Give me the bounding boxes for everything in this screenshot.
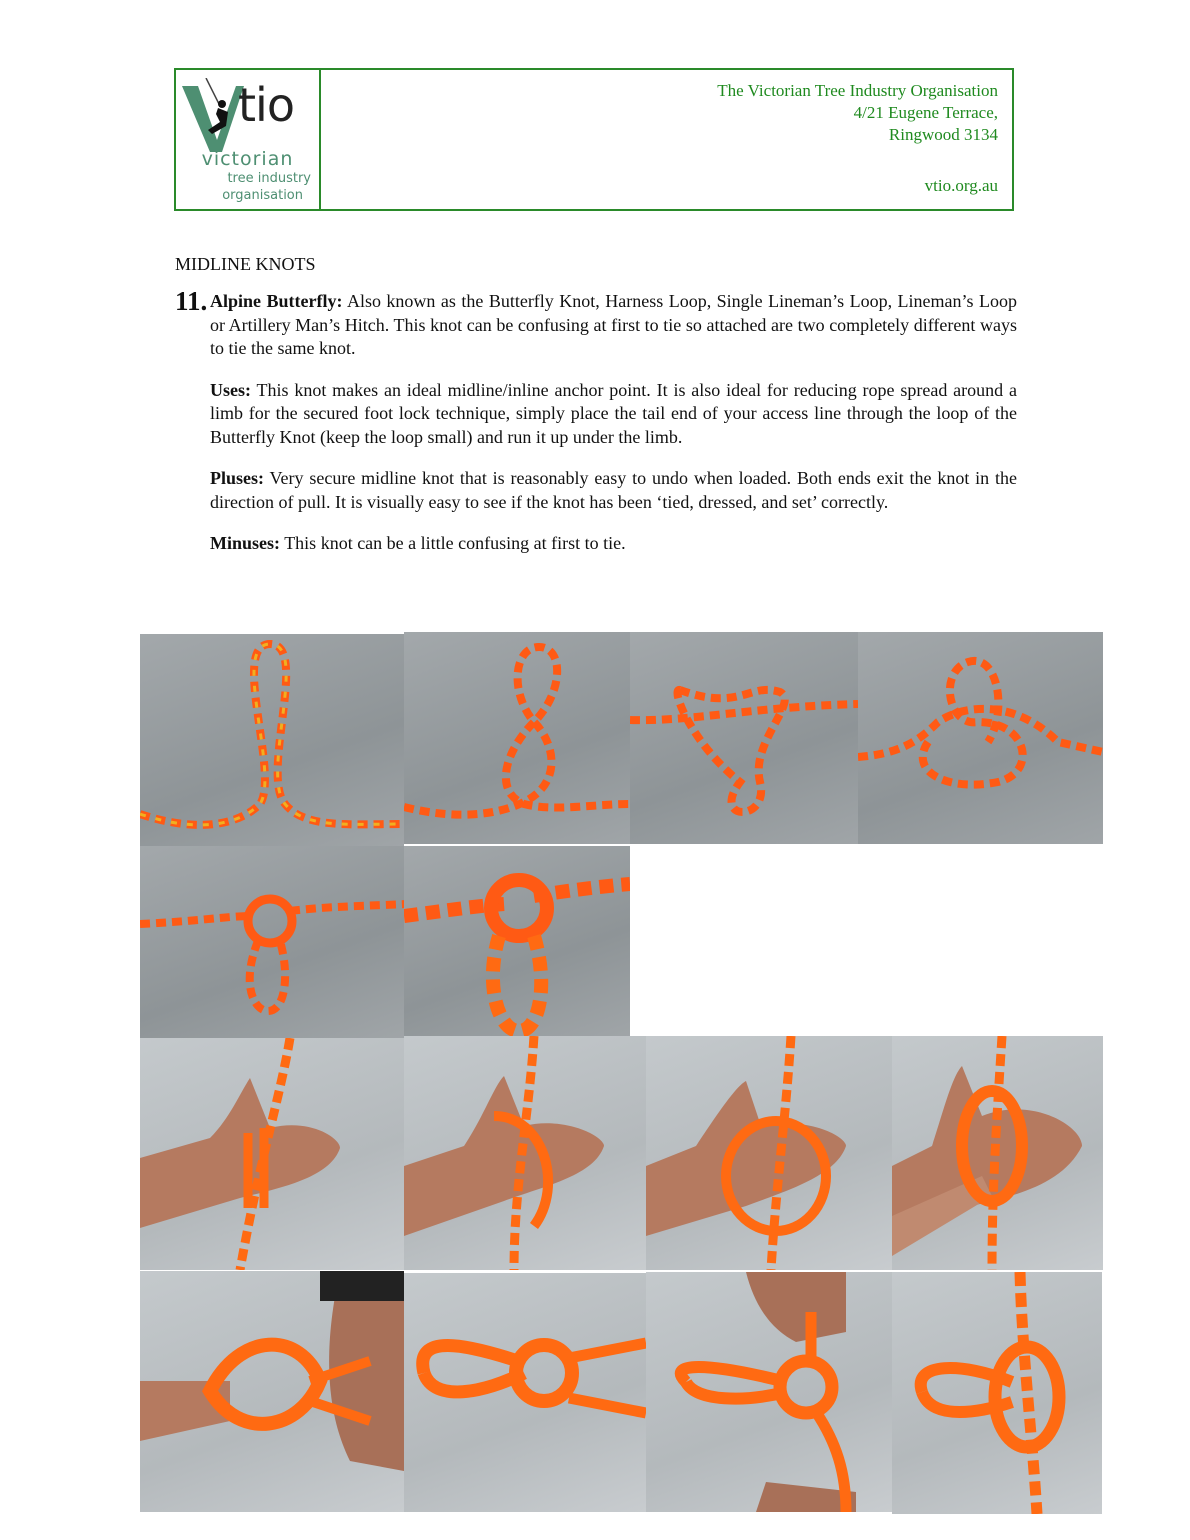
photo-method1-step5 bbox=[140, 846, 406, 1038]
pluses-label: Pluses: bbox=[210, 468, 264, 488]
intro-paragraph bbox=[210, 290, 1017, 361]
address-line-1: 4/21 Eugene Terrace, bbox=[853, 103, 998, 122]
address-block bbox=[321, 70, 1012, 209]
photo-method2-step8 bbox=[892, 1272, 1102, 1514]
logo-line-2: tree industry bbox=[227, 171, 311, 186]
knot-title: Alpine Butterfly: bbox=[210, 291, 343, 311]
item-number: 11. bbox=[175, 286, 208, 316]
pluses-paragraph bbox=[210, 467, 1017, 514]
photo-method2-step3 bbox=[646, 1036, 892, 1270]
uses-label: Uses: bbox=[210, 379, 251, 400]
uses-paragraph bbox=[210, 379, 1017, 450]
logo-wordmark: tio bbox=[238, 78, 294, 132]
photo-method1-step1 bbox=[140, 634, 404, 846]
letterhead bbox=[174, 68, 1014, 211]
photo-method2-step6 bbox=[404, 1273, 646, 1512]
knot-entry bbox=[175, 286, 1018, 574]
section-title: MIDLINE KNOTS bbox=[175, 254, 316, 274]
minuses-paragraph bbox=[210, 532, 1017, 556]
photo-method1-step2 bbox=[404, 632, 630, 844]
minuses-text: This knot can be a little confusing at first to tie. bbox=[280, 533, 626, 553]
intro-text: Also known as the Butterfly Knot, Harness Loop, Single Lineman’s Loop, Lineman’s Loop or Artillery Man’s Hitch. This knot can be confusing at first to tie so attached are two completely different ways to tie the same knot. bbox=[210, 291, 1018, 358]
photo-method1-step3 bbox=[630, 632, 858, 844]
photo-method2-step1 bbox=[140, 1038, 404, 1270]
photo-method1-step4 bbox=[858, 632, 1103, 844]
pluses-text: Very secure midline knot that is reasonably easy to undo when loaded. Both ends exit the knot in the direction of pull. It is visually easy to see if the knot has been ‘tied, dressed, and set’ correctly. bbox=[210, 468, 1017, 512]
photo-method2-step7 bbox=[646, 1272, 892, 1512]
minuses-label: Minuses: bbox=[210, 533, 281, 553]
photo-method1-step6 bbox=[404, 846, 630, 1038]
website-link[interactable]: vtio.org.au bbox=[924, 176, 998, 195]
logo-line-1: victorian bbox=[201, 148, 294, 170]
org-name: The Victorian Tree Industry Organisation bbox=[717, 81, 998, 100]
photo-method2-step2 bbox=[404, 1036, 646, 1270]
vtio-logo bbox=[176, 70, 321, 209]
photo-method2-step4 bbox=[892, 1036, 1103, 1270]
uses-text: This knot makes an ideal midline/inline anchor point. It is also ideal for reducing rope spread around a limb for the secured foot lock technique, simply place the tail end of your access line through the loop of the Butterfly Knot (keep the loop small) and run it up under the limb. bbox=[210, 379, 1017, 447]
logo-line-3: organisation bbox=[222, 188, 303, 203]
address-line-2: Ringwood 3134 bbox=[888, 125, 998, 144]
photo-method2-step5 bbox=[140, 1271, 404, 1512]
